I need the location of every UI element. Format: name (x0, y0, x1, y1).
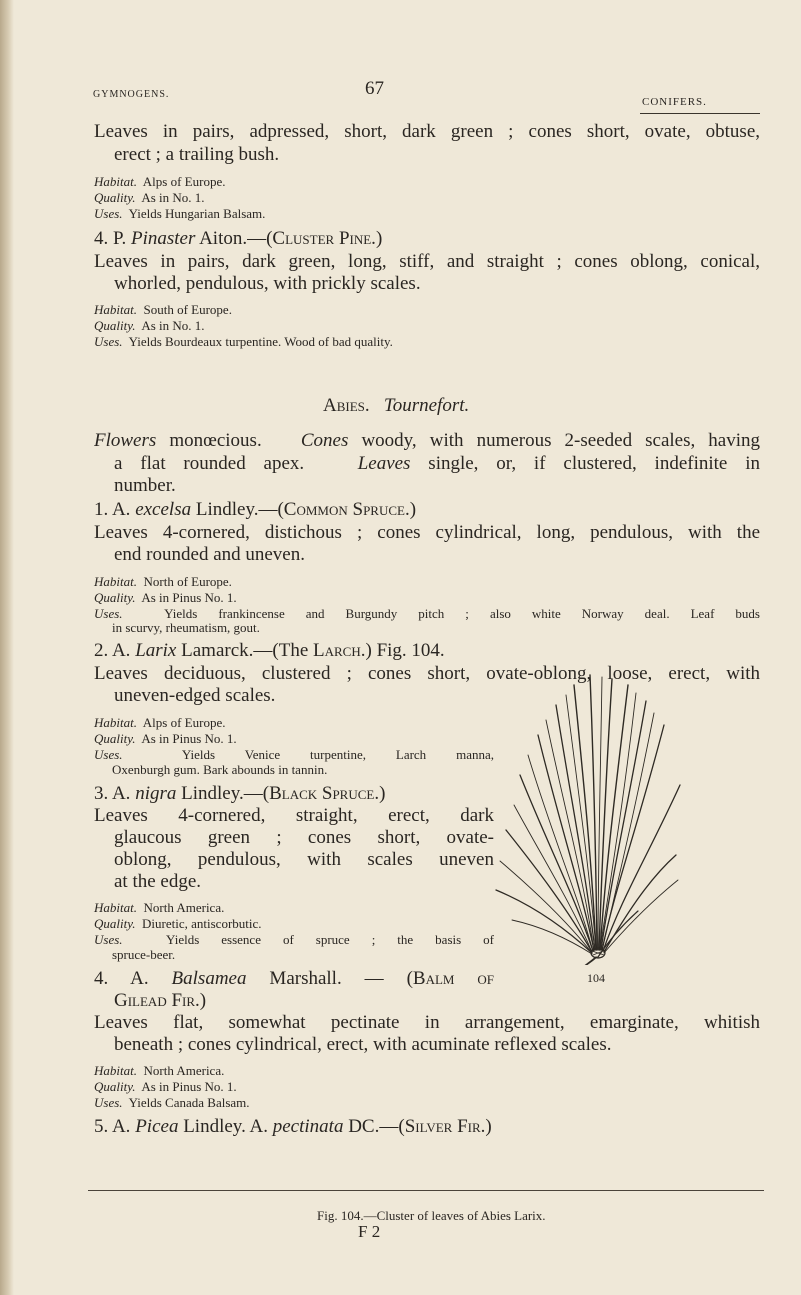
nigra-line1: Leaves 4-cornered, straight, erect, dark (94, 805, 494, 826)
larix-line2: uneven-edged scales. (114, 685, 276, 706)
pinaster-uses: Uses. Yields Bourdeaux turpentine. Wood of bad quality. (94, 334, 393, 349)
balsamea-habitat: Habitat. North America. (94, 1063, 225, 1078)
excelsa-line2: end rounded and uneven. (114, 544, 305, 565)
nigra-quality: Quality. Diuretic, antiscorbutic. (94, 916, 262, 931)
footer-rule (88, 1190, 764, 1191)
pinaster-heading: 4. P. Pinaster Aiton.—(Cluster Pine.) (94, 228, 383, 249)
block1-uses: Uses. Yields Hungarian Balsam. (94, 206, 266, 221)
abies-desc-line1: Flowers monœcious. Cones woody, with numerous 2-seeded scales, having (94, 430, 760, 451)
larix-uses-cont: Oxenburgh gum. Bark abounds in tannin. (112, 762, 328, 777)
excelsa-line1: Leaves 4-cornered, distichous ; cones cylindrical, long, pendulous, with the (94, 522, 760, 543)
header-rule (640, 113, 760, 114)
nigra-heading: 3. A. nigra Lindley.—(Black Spruce.) (94, 783, 386, 804)
nigra-habitat: Habitat. North America. (94, 900, 225, 915)
balsamea-quality: Quality. As in Pinus No. 1. (94, 1079, 237, 1094)
excelsa-uses-cont: in scurvy, rheumatism, gout. (112, 620, 260, 635)
nigra-line3: oblong, pendulous, with scales uneven (114, 849, 494, 870)
block1-line1: Leaves in pairs, adpressed, short, dark green ; cones short, ovate, obtuse, (94, 121, 760, 142)
pinaster-habitat: Habitat. South of Europe. (94, 302, 232, 317)
balsamea-line2: beneath ; cones cylindrical, erect, with acuminate reflexed scales. (114, 1034, 612, 1055)
figure-number-label: 104 (587, 971, 605, 985)
excelsa-uses: Uses. Yields frankincense and Burgundy pitch ; also white Norway deal. Leaf buds (94, 606, 760, 621)
balsamea-heading-cont: Gilead Fir.) (114, 990, 207, 1011)
signature-mark: F 2 (358, 1222, 381, 1241)
running-header-left: GYMNOGENS. (93, 89, 170, 100)
block1-habitat: Habitat. Alps of Europe. (94, 174, 226, 189)
pinaster-quality: Quality. As in No. 1. (94, 318, 205, 333)
figure-caption: Fig. 104.—Cluster of leaves of Abies Larix. (317, 1208, 546, 1223)
page-spine-shadow (0, 0, 14, 1295)
pinaster-line2: whorled, pendulous, with prickly scales. (114, 273, 421, 294)
larix-quality: Quality. As in Pinus No. 1. (94, 731, 237, 746)
larix-habitat: Habitat. Alps of Europe. (94, 715, 226, 730)
abies-desc-line2: a flat rounded apex. Leaves single, or, if clustered, indefinite in (114, 453, 760, 474)
block1-line2: erect ; a trailing bush. (114, 144, 280, 165)
excelsa-habitat: Habitat. North of Europe. (94, 574, 232, 589)
larix-heading: 2. A. Larix Lamarck.—(The Larch.) Fig. 104. (94, 640, 445, 661)
picea-heading: 5. A. Picea Lindley. A. pectinata DC.—(Silver Fir.) (94, 1116, 492, 1137)
nigra-line2: glaucous green ; cones short, ovate- (114, 827, 494, 848)
excelsa-heading: 1. A. excelsa Lindley.—(Common Spruce.) (94, 499, 417, 520)
balsamea-uses: Uses. Yields Canada Balsam. (94, 1095, 250, 1110)
larix-line1: Leaves deciduous, clustered ; cones short, ovate-oblong, loose, erect, with (94, 663, 760, 684)
larix-uses: Uses. Yields Venice turpentine, Larch manna, (94, 747, 494, 762)
block1-quality: Quality. As in No. 1. (94, 190, 205, 205)
page-number: 67 (365, 78, 384, 99)
balsamea-line1: Leaves flat, somewhat pectinate in arrangement, emarginate, whitish (94, 1012, 760, 1033)
pinaster-line1: Leaves in pairs, dark green, long, stiff, and straight ; cones oblong, conical, (94, 251, 760, 272)
abies-genus-heading: Abies. Tournefort. (323, 395, 470, 416)
nigra-uses-cont: spruce-beer. (112, 947, 176, 962)
abies-desc-line3: number. (114, 475, 176, 496)
larch-leaf-cluster-illustration (488, 665, 688, 965)
excelsa-quality: Quality. As in Pinus No. 1. (94, 590, 237, 605)
balsamea-heading: 4. A. Balsamea Marshall. — (Balm of (94, 968, 494, 989)
running-header-right: CONIFERS. (642, 96, 707, 108)
nigra-line4: at the edge. (114, 871, 202, 892)
nigra-uses: Uses. Yields essence of spruce ; the basis of (94, 932, 494, 947)
